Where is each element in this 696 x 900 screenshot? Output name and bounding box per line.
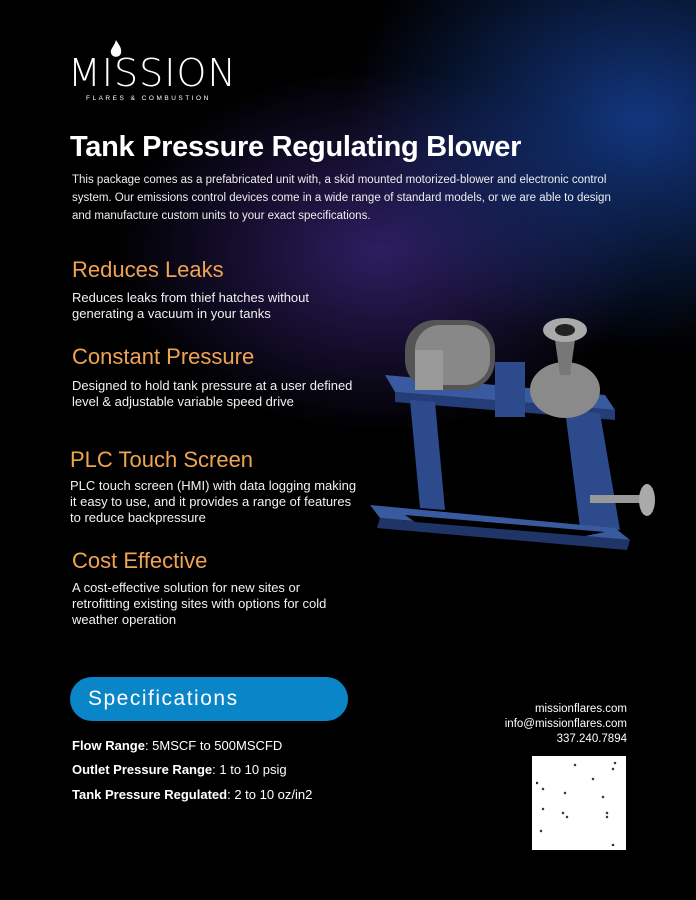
spec-name: Flow Range <box>72 738 145 753</box>
logo-tagline: FLARES & COMBUSTION <box>86 95 211 102</box>
spec-item <box>72 762 287 777</box>
contact-block <box>505 702 627 747</box>
specifications-button[interactable]: Specifications <box>70 677 348 721</box>
logo <box>68 40 237 104</box>
phone-number: 337.240.7894 <box>556 733 627 745</box>
blower-unit-image <box>365 300 665 570</box>
spec-name: Tank Pressure Regulated <box>72 787 228 802</box>
feature-heading: PLC Touch Screen <box>70 447 254 472</box>
feature-text: A cost-effective solution for new sites or retrofitting existing sites with options for cold weather operation <box>72 580 327 627</box>
website-link[interactable]: missionflares.com <box>534 703 627 715</box>
spec-value: : 5MSCF to 500MSCFD <box>144 738 283 753</box>
feature-heading: Constant Pressure <box>72 344 255 369</box>
spec-item <box>72 738 282 753</box>
qr-code[interactable] <box>532 756 626 850</box>
page-title: Tank Pressure Regulating Blower <box>70 131 522 163</box>
feature-heading: Cost Effective <box>72 548 208 573</box>
feature-text: Reduces leaks from thief hatches without generating a vacuum in your tanks <box>72 290 310 321</box>
feature-text: Designed to hold tank pressure at a user defined level & adjustable variable speed drive <box>72 378 353 409</box>
spec-value: : 1 to 10 psig <box>212 762 287 777</box>
feature-text: PLC touch screen (HMI) with data logging making it easy to use, and it provides a range of features to reduce backpressure <box>70 478 357 525</box>
feature-heading: Reduces Leaks <box>72 257 224 282</box>
email-link[interactable]: info@missionflares.com <box>504 718 627 730</box>
logo-wordmark: MISSION <box>68 51 237 95</box>
spec-value: : 2 to 10 oz/in2 <box>227 787 313 802</box>
intro-text: This package comes as a prefabricated unit with, a skid mounted motorized-blower and electronic control system. Our emissions control devices come in a wide range of standard models, or we are able to design and manufacture custom units to your exact specifications. <box>72 174 611 222</box>
spec-item <box>72 787 312 802</box>
spec-name: Outlet Pressure Range <box>72 762 213 777</box>
